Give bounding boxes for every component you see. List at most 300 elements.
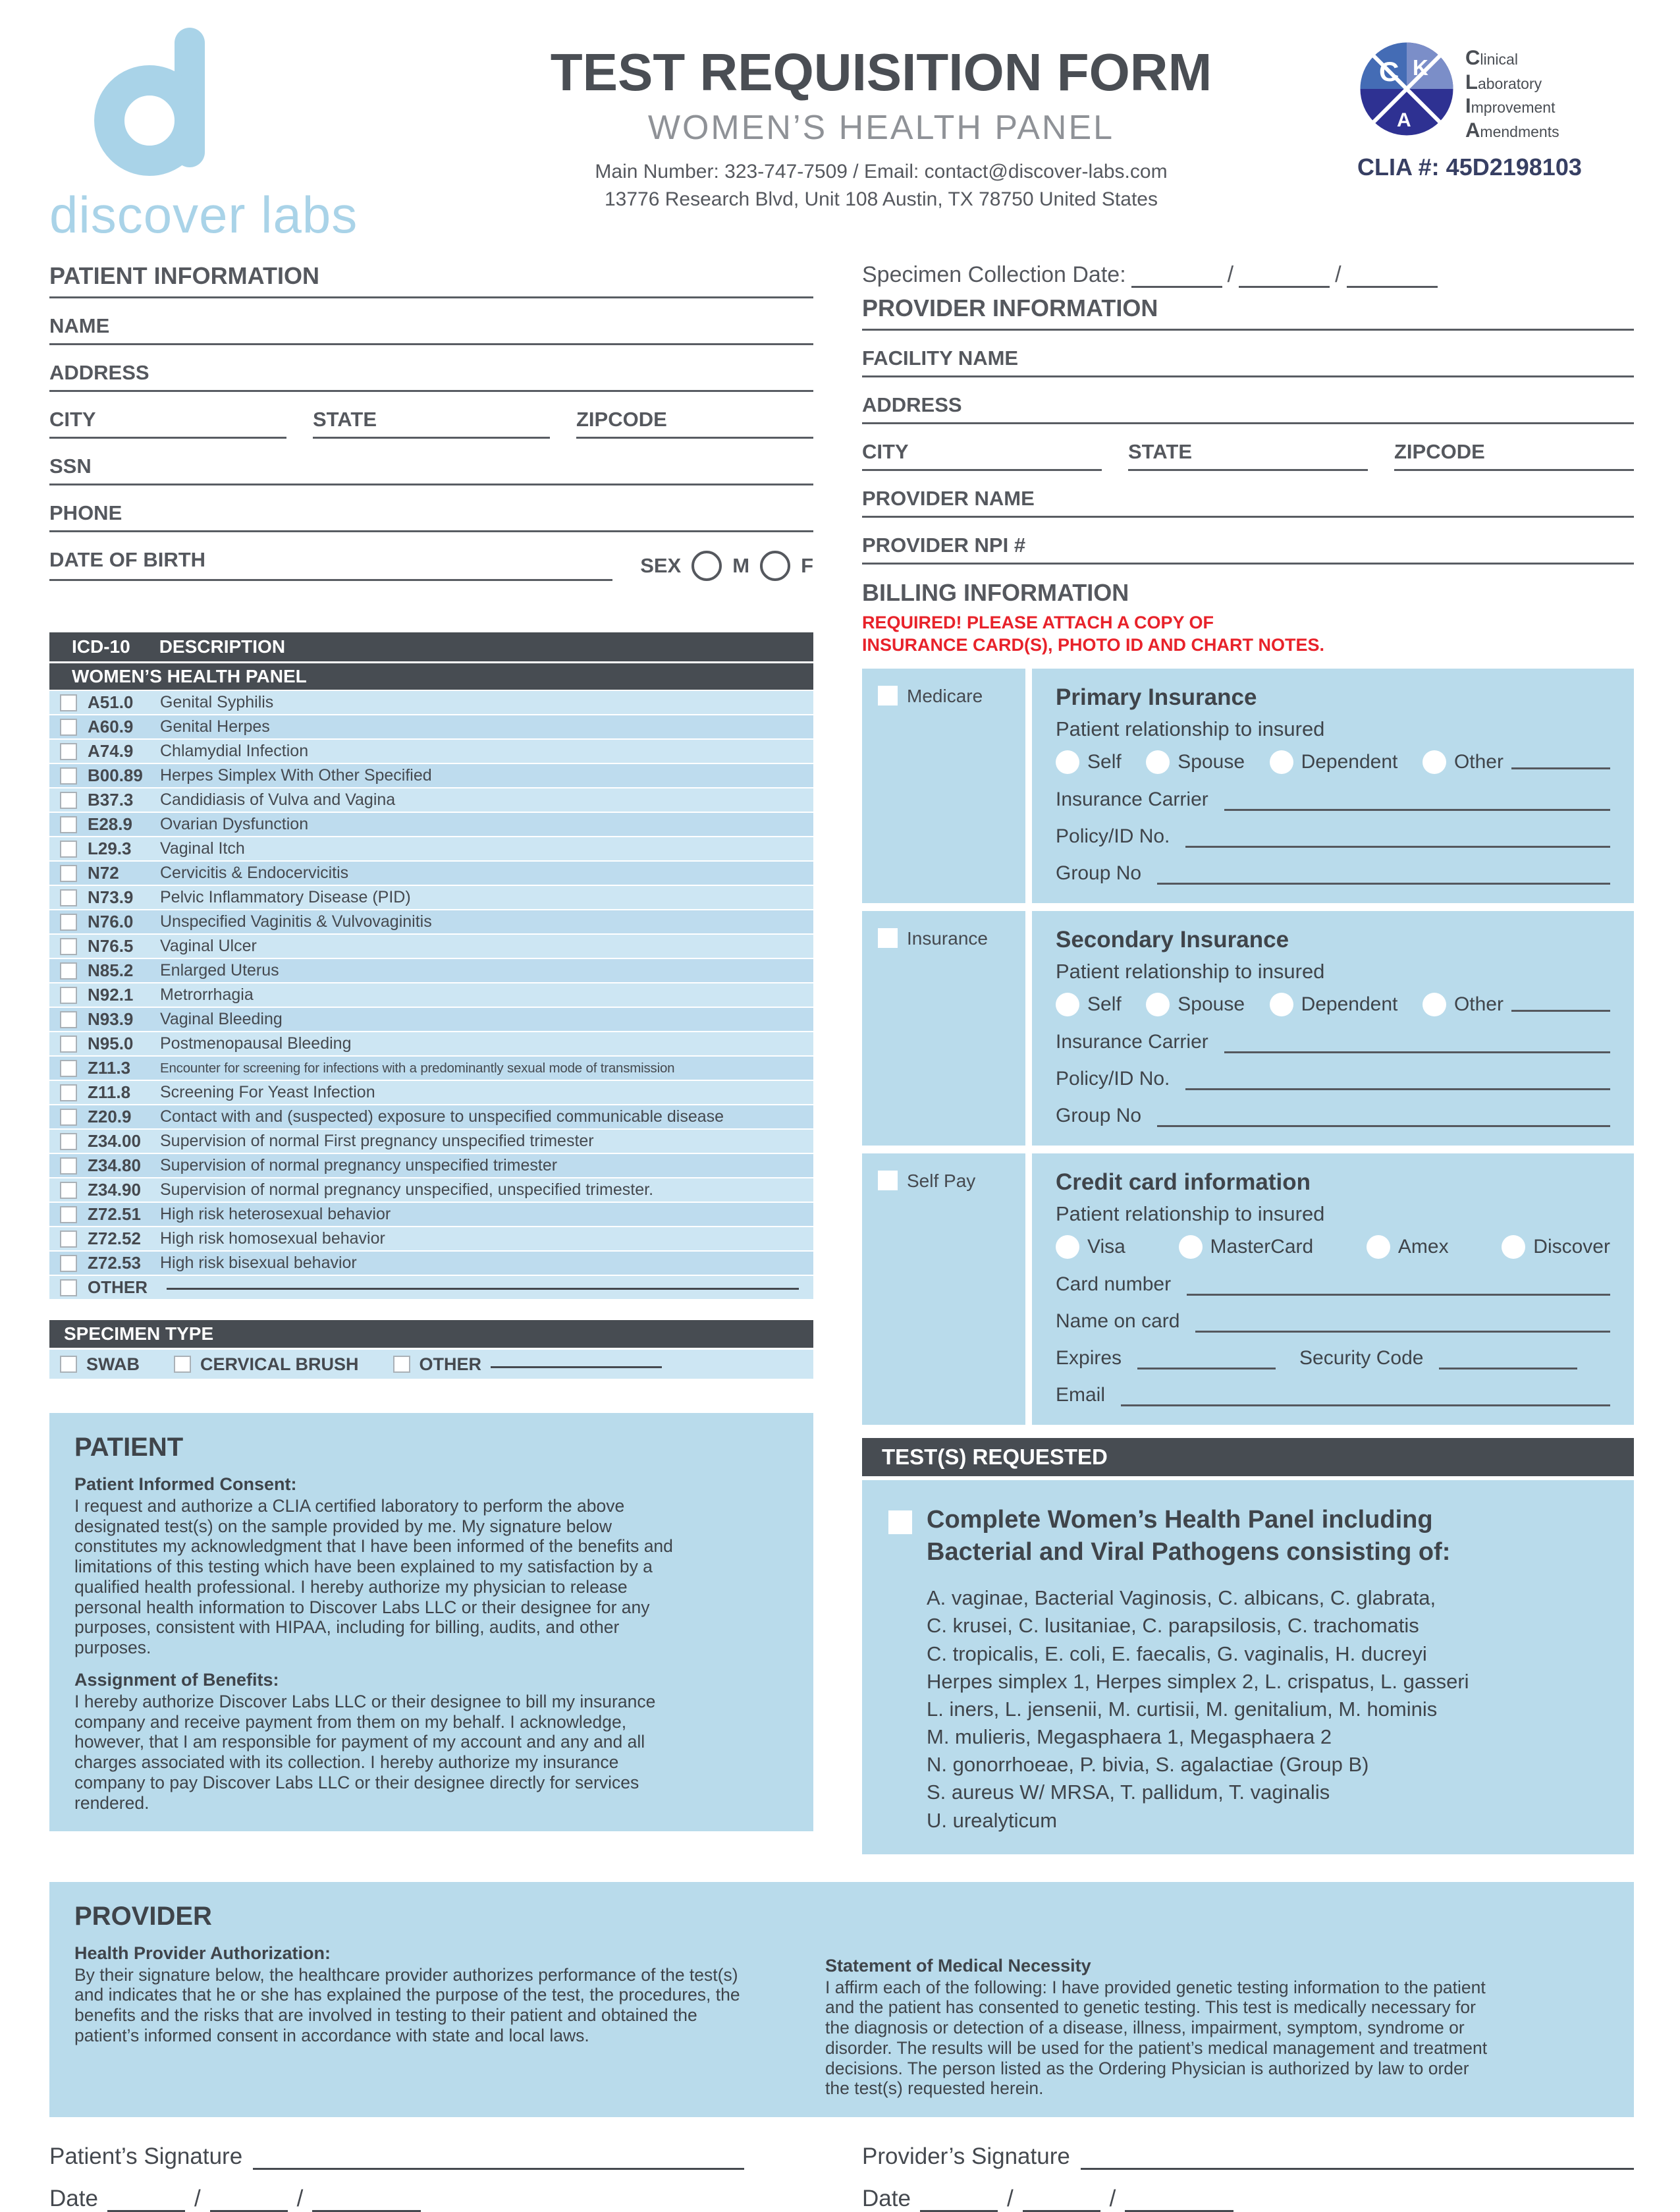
icd-other-checkbox[interactable] <box>60 1279 77 1296</box>
insurance-field-label: Policy/ID No. <box>1056 1067 1170 1090</box>
specimen-collection-date-field[interactable] <box>862 262 1634 294</box>
icd-other-input-line[interactable] <box>167 1282 799 1290</box>
relationship-option-label: Other <box>1453 750 1504 773</box>
icd-checkbox[interactable] <box>60 1133 77 1150</box>
svg-text:K: K <box>1413 55 1428 80</box>
patient-date-year-line[interactable] <box>312 2205 421 2212</box>
self-pay-checkbox[interactable] <box>878 1171 898 1190</box>
icd-checkbox[interactable] <box>60 1011 77 1028</box>
other-input-line[interactable] <box>1511 755 1610 769</box>
swab-label: SWAB <box>86 1354 140 1374</box>
relationship-option[interactable] <box>1270 993 1398 1016</box>
provider-date-month-line[interactable] <box>920 2205 998 2212</box>
specimen-swab-option[interactable] <box>60 1354 140 1375</box>
clia-word: Improvement <box>1465 94 1556 118</box>
icd-row <box>49 1203 813 1226</box>
icd-checkbox[interactable] <box>60 1060 77 1077</box>
address-label: ADDRESS <box>49 361 149 384</box>
radio-circle[interactable] <box>1146 750 1170 774</box>
card-number-line[interactable] <box>1187 1290 1610 1296</box>
icd-description: Vaginal Itch <box>160 839 245 858</box>
icd-other-label: OTHER <box>88 1277 148 1297</box>
icd-description: Enlarged Uterus <box>160 961 279 980</box>
tests-panel-title <box>927 1504 1450 1569</box>
icd-code: Z34.80 <box>88 1155 141 1175</box>
logo-text: discover labs <box>49 186 358 244</box>
insurance-field[interactable] <box>1056 788 1610 811</box>
provider-authorization-heading: Health Provider Authorization: <box>74 1943 331 1963</box>
svg-text:C: C <box>1379 56 1399 87</box>
email-line[interactable] <box>1121 1401 1610 1406</box>
icd-row <box>49 691 813 714</box>
medicare-tab[interactable] <box>862 669 1025 903</box>
card-type-label: Amex <box>1397 1235 1449 1258</box>
relationship-option[interactable] <box>1056 750 1122 774</box>
card-type-label: MasterCard <box>1210 1235 1314 1258</box>
icd-checkbox[interactable] <box>60 1206 77 1223</box>
provider-information-heading <box>862 294 1634 331</box>
card-type-options <box>1056 1235 1610 1259</box>
name-on-card-line[interactable] <box>1195 1327 1610 1333</box>
icd-description: Herpes Simplex With Other Specified <box>160 766 432 785</box>
medicare-label: Medicare <box>907 685 983 706</box>
icd-code: Z34.90 <box>88 1180 141 1200</box>
self-pay-tab[interactable] <box>862 1153 1025 1425</box>
radio-circle[interactable] <box>1270 750 1293 774</box>
discover-labs-logo-icon <box>94 28 219 176</box>
patient-state-field[interactable] <box>313 392 550 439</box>
provider-signature-line[interactable] <box>1081 2163 1634 2170</box>
relationship-option-label: Self <box>1087 750 1122 773</box>
provider-date-label: Date <box>862 2186 911 2212</box>
icd-code: L29.3 <box>88 839 132 858</box>
specimen-type-row <box>49 1350 813 1379</box>
primary-insurance-fields <box>1056 788 1610 885</box>
name-on-card-field[interactable] <box>1056 1310 1610 1333</box>
icd-checkbox[interactable] <box>60 889 77 906</box>
insurance-field-line[interactable] <box>1185 843 1610 848</box>
icd-description: Chlamydial Infection <box>160 742 309 760</box>
icd-description: Pelvic Inflammatory Disease (PID) <box>160 888 411 906</box>
insurance-field-line[interactable] <box>1157 879 1610 885</box>
insurance-field-label: Group No <box>1056 862 1142 884</box>
facility-name-field[interactable] <box>862 331 1634 377</box>
zipcode-label: ZIPCODE <box>576 408 667 431</box>
icd-code: E28.9 <box>88 814 132 834</box>
icd-checkbox[interactable] <box>60 938 77 955</box>
icd-checkbox[interactable] <box>60 694 77 711</box>
provider-npi-field[interactable] <box>862 518 1634 565</box>
ssn-label: SSN <box>49 455 92 478</box>
icd-row <box>49 715 813 738</box>
description-column-header: DESCRIPTION <box>159 636 286 657</box>
icd-description: Vaginal Ulcer <box>160 937 257 955</box>
insurance-field-label: Insurance Carrier <box>1056 788 1208 810</box>
provider-date-day-line[interactable] <box>1023 2205 1100 2212</box>
female-label: F <box>801 554 813 577</box>
security-code-line[interactable] <box>1439 1364 1577 1369</box>
contact-line-1: Main Number: 323-747-7509 / Email: contact@discover-labs.com <box>595 161 1168 182</box>
provider-address-field[interactable] <box>862 377 1634 424</box>
sex-label: SEX <box>640 554 682 577</box>
secondary-relationship-label: Patient relationship to insured <box>1056 959 1325 983</box>
required-note-line-2: INSURANCE CARD(S), PHOTO ID AND CHART NOTES. <box>862 634 1325 655</box>
insurance-checkbox[interactable] <box>878 928 898 948</box>
icd-checkbox[interactable] <box>60 1157 77 1175</box>
icd-code: N72 <box>88 863 119 883</box>
icd-code: Z72.51 <box>88 1204 141 1224</box>
icd-row <box>49 886 813 909</box>
relationship-option-label: Spouse <box>1178 993 1245 1015</box>
icd-other-row <box>49 1276 813 1299</box>
icd-description: Ovarian Dysfunction <box>160 815 309 833</box>
organism-line: N. gonorrhoeae, P. bivia, S. agalactiae (Group B) <box>927 1753 1369 1777</box>
icd-row <box>49 910 813 933</box>
icd-row <box>49 1105 813 1128</box>
insurance-tab[interactable] <box>862 911 1025 1146</box>
icd-code: Z72.53 <box>88 1253 141 1273</box>
provider-zipcode-label: ZIPCODE <box>1394 440 1485 463</box>
icd-checkbox[interactable] <box>60 1182 77 1199</box>
icd10-panel-subheader: WOMEN’S HEALTH PANEL <box>49 663 813 690</box>
medicare-checkbox[interactable] <box>878 686 898 705</box>
insurance-field-line[interactable] <box>1224 806 1610 811</box>
provider-date-year-line[interactable] <box>1125 2205 1233 2212</box>
radio-circle[interactable] <box>1423 750 1446 774</box>
insurance-field-line[interactable] <box>1224 1048 1610 1053</box>
icd-checkbox[interactable] <box>60 865 77 882</box>
icd-code: A51.0 <box>88 692 134 712</box>
patient-signature-label: Patient’s Signature <box>49 2143 243 2170</box>
icd-description: Supervision of normal pregnancy unspecified, unspecified trimester. <box>160 1180 654 1199</box>
city-label: CITY <box>49 408 96 431</box>
specimen-cervical-brush-option[interactable] <box>174 1354 359 1375</box>
sex-female-radio[interactable] <box>760 551 790 581</box>
billing-required-note <box>862 612 1634 657</box>
icd-description: Cervicitis & Endocervicitis <box>160 864 349 882</box>
radio-circle[interactable] <box>1056 993 1079 1016</box>
provider-authorization-section <box>49 1882 1634 2117</box>
state-label: STATE <box>313 408 377 431</box>
specimen-type-section <box>49 1320 813 1379</box>
patient-address-field[interactable] <box>49 345 813 392</box>
form-subtitle: WOMEN’S HEALTH PANEL <box>647 109 1115 147</box>
left-column <box>49 262 813 1854</box>
relationship-option[interactable] <box>1423 993 1610 1016</box>
icd-description: Metrorrhagia <box>160 985 254 1004</box>
icd-checkbox[interactable] <box>60 743 77 760</box>
card-number-field[interactable] <box>1056 1273 1610 1296</box>
relationship-option[interactable] <box>1146 750 1245 774</box>
specimen-other-checkbox[interactable] <box>393 1356 410 1373</box>
sex-group <box>640 532 813 581</box>
email-label: Email <box>1056 1383 1106 1406</box>
expires-line[interactable] <box>1137 1364 1276 1369</box>
security-code-label: Security Code <box>1299 1346 1424 1369</box>
provider-name-label: PROVIDER NAME <box>862 487 1035 510</box>
phone-label: PHONE <box>49 501 122 524</box>
patient-signature-line[interactable] <box>253 2163 744 2170</box>
specimen-type-header: SPECIMEN TYPE <box>49 1320 813 1348</box>
icd-checkbox[interactable] <box>60 1109 77 1126</box>
icd10-column-header: ICD-10 <box>72 636 130 657</box>
specimen-other-option[interactable] <box>393 1354 663 1375</box>
icd-row <box>49 1252 813 1275</box>
icd-checkbox[interactable] <box>60 792 77 809</box>
primary-insurance-heading: Primary Insurance <box>1056 684 1257 710</box>
patient-dob-field[interactable] <box>49 532 612 581</box>
provider-signature-block <box>862 2143 1634 2212</box>
icd-checkbox[interactable] <box>60 962 77 980</box>
insurance-field[interactable] <box>1056 862 1610 885</box>
clia-number: CLIA #: 45D2198103 <box>1357 153 1582 180</box>
patient-information-title: PATIENT INFORMATION <box>49 262 319 289</box>
form-header <box>49 28 1634 245</box>
patient-date-day-line[interactable] <box>210 2205 288 2212</box>
slash-separator: / <box>1006 2186 1014 2212</box>
icd-code: N95.0 <box>88 1034 134 1053</box>
patient-information-heading <box>49 262 813 298</box>
patient-date-label: Date <box>49 2186 98 2212</box>
contact-line-2: 13776 Research Blvd, Unit 108 Austin, TX 78750 United States <box>605 188 1158 210</box>
icd-description: Contact with and (suspected) exposure to unspecified communicable disease <box>160 1107 724 1126</box>
provider-zipcode-field[interactable] <box>1394 424 1634 471</box>
primary-insurance-section <box>862 669 1634 903</box>
logo-ring-shape <box>94 65 205 176</box>
provider-signature-label: Provider’s Signature <box>862 2143 1070 2170</box>
icd-description: Supervision of normal First pregnancy unspecified trimester <box>160 1132 594 1150</box>
radio-circle[interactable] <box>1423 993 1446 1016</box>
tests-requested-header: TEST(S) REQUESTED <box>862 1438 1634 1476</box>
relationship-option-label: Spouse <box>1178 750 1245 773</box>
self-pay-section <box>862 1153 1634 1425</box>
secondary-relationship-options <box>1056 993 1610 1016</box>
icd10-table <box>49 632 813 1299</box>
informed-consent-body: I request and authorize a CLIA certified laboratory to perform the above designated test(s) on the sample provided by me. My signature below constitutes my acknowledgment that I have been informed of the benefits and limitations of this testing which have been explained to my satisfaction by a qualified health professional. I hereby authorize my physician to release personal health information to Discover Labs LLC or their designee for any purposes, consistent with HIPAA, including for billing, audits, and other purposes. <box>74 1496 673 1658</box>
slash-separator: / <box>1335 262 1341 287</box>
organism-line: U. urealyticum <box>927 1808 1058 1832</box>
insurance-field[interactable] <box>1056 1068 1610 1090</box>
card-type-option[interactable] <box>1056 1235 1125 1259</box>
name-label: NAME <box>49 314 110 337</box>
radio-circle[interactable] <box>1056 750 1079 774</box>
relationship-option[interactable] <box>1270 750 1398 774</box>
self-pay-label: Self Pay <box>907 1170 976 1191</box>
icd-code: N76.0 <box>88 912 134 931</box>
icd-row <box>49 764 813 787</box>
insurance-field-label: Group No <box>1056 1104 1142 1126</box>
icd-code: B00.89 <box>88 765 143 785</box>
icd-checkbox[interactable] <box>60 1230 77 1248</box>
patient-city-field[interactable] <box>49 392 286 439</box>
assignment-of-benefits-heading: Assignment of Benefits: <box>74 1669 279 1690</box>
assignment-of-benefits-body: I hereby authorize Discover Labs LLC or their designee to bill my insurance company and receive payment from them on my behalf. I acknowledge, however, that I am responsible for payment of my account and any and all charges associated with its collection. I hereby authorize my insurance company to pay Discover Labs LLC or their designee directly for services rendered. <box>74 1691 656 1813</box>
icd-description: Genital Herpes <box>160 717 270 736</box>
billing-information-title: BILLING INFORMATION <box>862 579 1129 606</box>
icd-row <box>49 1227 813 1250</box>
radio-circle[interactable] <box>1179 1235 1203 1259</box>
patient-name-field[interactable] <box>49 298 813 345</box>
organism-list <box>927 1584 1608 1834</box>
card-type-option[interactable] <box>1502 1235 1610 1259</box>
patient-section-title: PATIENT <box>74 1433 184 1462</box>
patient-zipcode-field[interactable] <box>576 392 813 439</box>
icd-code: N73.9 <box>88 887 134 907</box>
icd-description: Postmenopausal Bleeding <box>160 1034 352 1053</box>
icd-checkbox[interactable] <box>60 1084 77 1101</box>
swab-checkbox[interactable] <box>60 1356 77 1373</box>
expires-security-row <box>1056 1347 1610 1369</box>
radio-circle[interactable] <box>1056 1235 1079 1259</box>
icd-row <box>49 1178 813 1202</box>
secondary-insurance-heading: Secondary Insurance <box>1056 926 1289 953</box>
icd-row <box>49 935 813 958</box>
icd-row <box>49 983 813 1007</box>
expires-label: Expires <box>1056 1346 1122 1369</box>
icd-description: Genital Syphilis <box>160 693 274 711</box>
icd-code: N76.5 <box>88 936 134 956</box>
clia-word: Clinical <box>1465 46 1518 69</box>
organism-line: A. vaginae, Bacterial Vaginosis, C. albicans, C. glabrata, <box>927 1586 1436 1610</box>
icd-row <box>49 813 813 836</box>
patient-consent-section <box>49 1413 813 1831</box>
medical-necessity-body: I affirm each of the following: I have provided genetic testing information to the patient and the patient has consented to genetic testing. This test is medically necessary for the diagnosis or detection of a disease, illness, impairment, symptom, syndrome or disorder. The results will be used for the patient’s medical management and treatment decisions. The person listed as the Ordering Physician is authorized by law to order the test(s) requested herein. <box>825 1977 1488 2099</box>
cervical-brush-checkbox[interactable] <box>174 1356 191 1373</box>
card-type-label: Discover <box>1533 1235 1610 1258</box>
organism-line: Herpes simplex 1, Herpes simplex 2, L. crispatus, L. gasseri <box>927 1669 1469 1693</box>
title-block <box>418 28 1344 245</box>
radio-circle[interactable] <box>1367 1235 1390 1259</box>
icd-code: Z20.9 <box>88 1107 132 1126</box>
provider-city-field[interactable] <box>862 424 1102 471</box>
svg-text:A: A <box>1397 109 1411 131</box>
icd-description: Candidiasis of Vulva and Vagina <box>160 790 396 809</box>
patient-date-month-line[interactable] <box>107 2205 185 2212</box>
icd-checkbox[interactable] <box>60 841 77 858</box>
icd-code: N93.9 <box>88 1009 134 1029</box>
insurance-field[interactable] <box>1056 825 1610 848</box>
radio-circle[interactable] <box>1502 1235 1525 1259</box>
tests-panel-title-line-2: Bacterial and Viral Pathogens consisting of: <box>927 1537 1451 1566</box>
icd-checkbox[interactable] <box>60 719 77 736</box>
icd-code: A74.9 <box>88 741 134 761</box>
icd-row <box>49 1081 813 1104</box>
icd-row <box>49 837 813 860</box>
informed-consent-heading: Patient Informed Consent: <box>74 1474 297 1494</box>
provider-name-field[interactable] <box>862 471 1634 518</box>
icd-checkbox[interactable] <box>60 987 77 1004</box>
icd-code: N85.2 <box>88 960 134 980</box>
relationship-option-label: Other <box>1453 993 1504 1015</box>
provider-npi-label: PROVIDER NPI # <box>862 534 1026 557</box>
insurance-field-label: Insurance Carrier <box>1056 1030 1208 1053</box>
icd-checkbox[interactable] <box>60 1255 77 1272</box>
icd-code: B37.3 <box>88 790 134 810</box>
icd-checkbox[interactable] <box>60 914 77 931</box>
icd-code: Z34.00 <box>88 1131 141 1151</box>
collection-date-label: Specimen Collection Date: <box>862 262 1126 287</box>
organism-line: S. aureus W/ MRSA, T. pallidum, T. vaginalis <box>927 1781 1330 1804</box>
icd-description: Vaginal Bleeding <box>160 1010 283 1028</box>
icd-checkbox[interactable] <box>60 1036 77 1053</box>
card-type-option[interactable] <box>1179 1235 1314 1259</box>
clia-word: Laboratory <box>1465 70 1542 94</box>
icd-code: N92.1 <box>88 985 134 1005</box>
card-number-label: Card number <box>1056 1273 1172 1295</box>
icd-code: A60.9 <box>88 717 134 736</box>
icd-row <box>49 862 813 885</box>
radio-circle[interactable] <box>1270 993 1293 1016</box>
collection-date-day-line[interactable] <box>1239 271 1330 288</box>
sex-male-radio[interactable] <box>691 551 722 581</box>
clia-logo-icon <box>1357 40 1456 138</box>
collection-date-year-line[interactable] <box>1347 271 1438 288</box>
relationship-option-label: Self <box>1087 993 1122 1015</box>
dob-label: DATE OF BIRTH <box>49 548 206 571</box>
organism-line: C. krusei, C. lusitaniae, C. parapsilosis, C. trachomatis <box>927 1614 1419 1638</box>
icd-row <box>49 1057 813 1080</box>
provider-state-label: STATE <box>1128 440 1193 463</box>
insurance-field[interactable] <box>1056 1031 1610 1053</box>
primary-relationship-label: Patient relationship to insured <box>1056 717 1325 740</box>
other-input-line[interactable] <box>1511 997 1610 1012</box>
card-type-option[interactable] <box>1367 1235 1449 1259</box>
provider-state-field[interactable] <box>1128 424 1368 471</box>
slash-separator: / <box>296 2186 304 2212</box>
secondary-insurance-fields <box>1056 1031 1610 1127</box>
provider-authorization-body: By their signature below, the healthcare provider authorizes performance of the test(s) and indicates that he or she has explained the purpose of the test, the procedures, the benefits and the risks that are involved in testing to their patient and obtained the patient’s informed consent in accordance with state and local laws. <box>74 1964 740 2045</box>
complete-panel-checkbox[interactable] <box>888 1510 912 1534</box>
credit-relationship-label: Patient relationship to insured <box>1056 1202 1325 1225</box>
primary-relationship-options <box>1056 750 1610 774</box>
slash-separator: / <box>1227 262 1234 287</box>
icd-code: Z11.8 <box>88 1082 131 1102</box>
icd-checkbox[interactable] <box>60 816 77 833</box>
insurance-field-line[interactable] <box>1157 1122 1610 1127</box>
provider-information-title: PROVIDER INFORMATION <box>862 294 1158 321</box>
relationship-option[interactable] <box>1423 750 1610 774</box>
icd-description: High risk homosexual behavior <box>160 1229 385 1248</box>
tests-panel-title-line-1: Complete Women’s Health Panel including <box>927 1505 1433 1534</box>
provider-city-label: CITY <box>862 440 909 463</box>
email-field[interactable] <box>1056 1384 1610 1406</box>
card-type-label: Visa <box>1087 1235 1125 1258</box>
organism-line: L. iners, L. jensenii, M. curtisii, M. genitalium, M. hominis <box>927 1697 1438 1721</box>
collection-date-month-line[interactable] <box>1131 271 1222 288</box>
patient-ssn-field[interactable] <box>49 439 813 485</box>
specimen-other-input-line[interactable] <box>491 1360 662 1368</box>
insurance-field[interactable] <box>1056 1105 1610 1127</box>
insurance-field-line[interactable] <box>1185 1085 1610 1090</box>
signature-area <box>49 2143 1634 2212</box>
radio-circle[interactable] <box>1146 993 1170 1016</box>
tests-requested-panel <box>862 1480 1634 1854</box>
patient-phone-field[interactable] <box>49 485 813 532</box>
insurance-label: Insurance <box>907 927 988 949</box>
icd-row <box>49 1032 813 1055</box>
relationship-option[interactable] <box>1146 993 1245 1016</box>
specimen-other-label: OTHER <box>419 1354 482 1374</box>
clia-word: Amendments <box>1465 118 1559 142</box>
icd-description: Supervision of normal pregnancy unspecified trimester <box>160 1156 558 1175</box>
icd-checkbox[interactable] <box>60 767 77 785</box>
discover-labs-logo <box>49 28 418 245</box>
male-label: M <box>732 554 750 577</box>
organism-line: M. mulieris, Megasphaera 1, Megasphaera 2 <box>927 1725 1332 1749</box>
relationship-option[interactable] <box>1056 993 1122 1016</box>
icd-description: High risk bisexual behavior <box>160 1254 357 1272</box>
name-on-card-label: Name on card <box>1056 1310 1180 1332</box>
